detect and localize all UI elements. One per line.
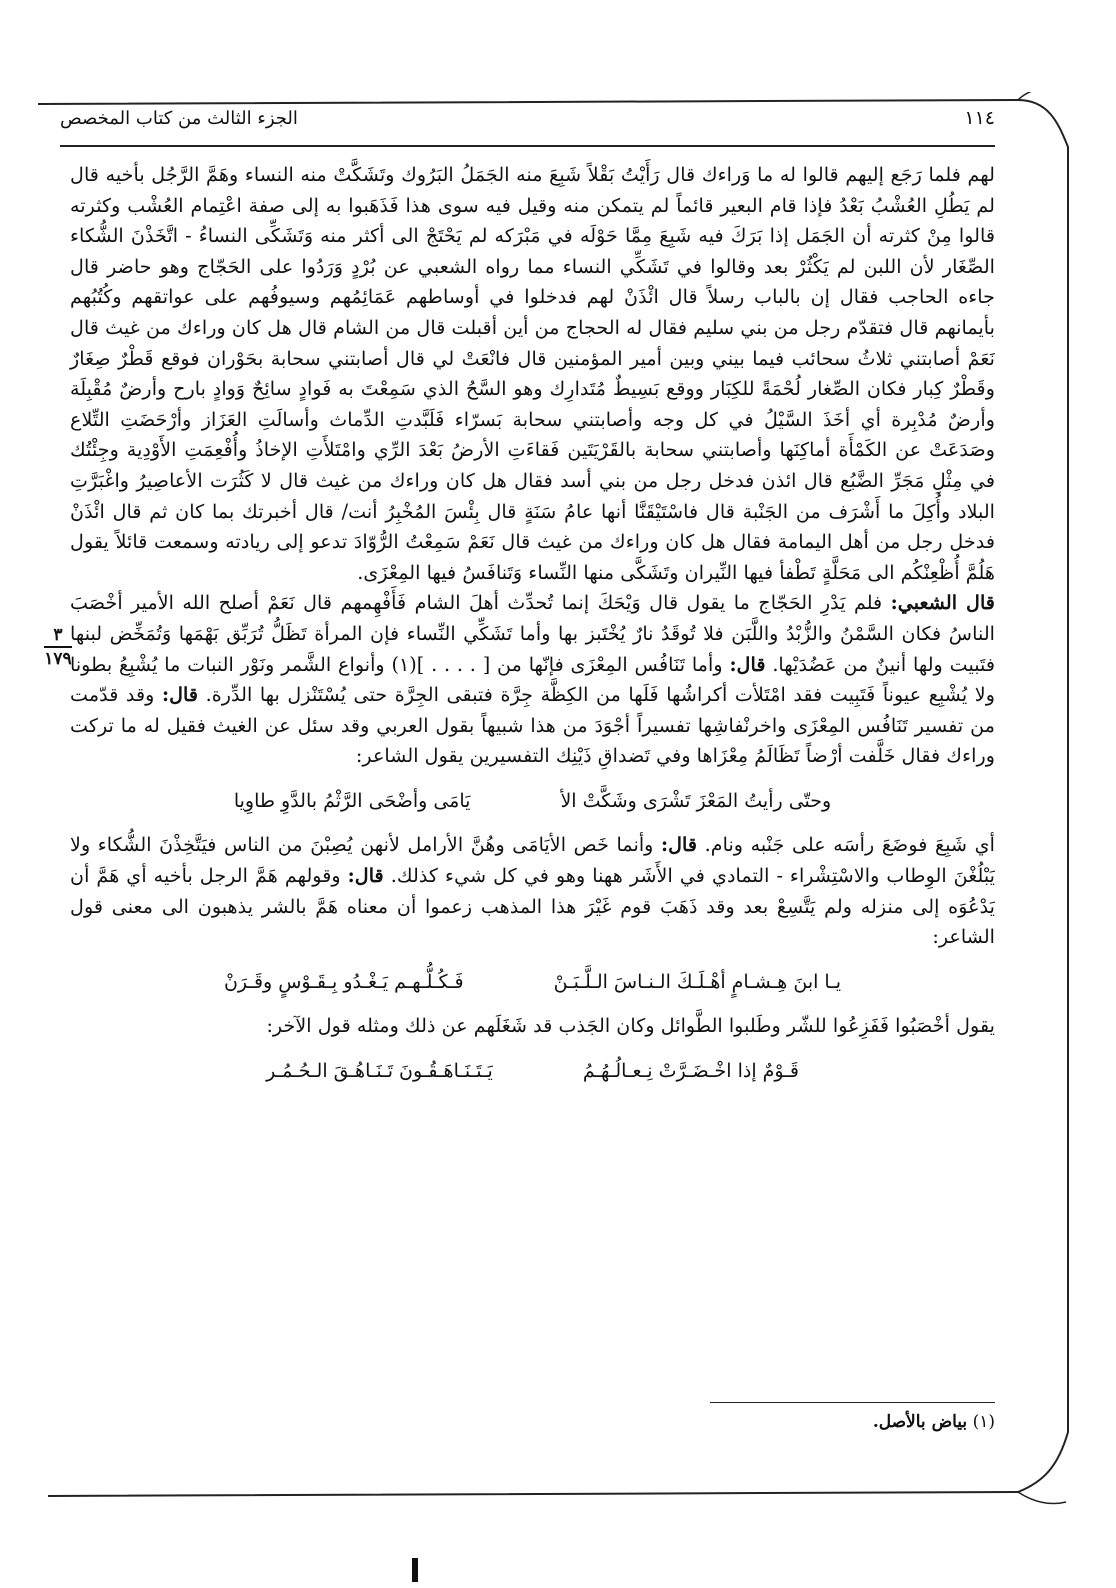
footnote-number: (١): [972, 1412, 995, 1432]
footnote: [600, 1412, 995, 1432]
qala-label: قال:: [729, 652, 766, 676]
margin-ref-bottom: ١٧٩: [44, 649, 72, 669]
verse-3-first-hemistich: قَـوْمٌ إذا اخْـضَـرَّتْ نِـعـالُـهُـمُ: [582, 1060, 799, 1083]
paragraph-3-c: وقولهم هَمَّ الرجل بأخيه أي هَمَّ أن يَدْعُوَه إلى منزله ولم يَتَّسِعْ بعد وقد ذَهَبَ قوم غَيْرَ هذا المذهب زعموا أن معناه هَمَّ بالشر يذهبون الى معنى قول الشاعر:: [70, 864, 995, 949]
verse-2-second-hemistich: فَـكُـلُّـهـم يَـغْـدُو بِـقَـوْسٍ وقَـرَنْ: [223, 970, 464, 993]
qala-label: قال:: [661, 833, 698, 857]
page-number: ١١٤: [964, 107, 995, 129]
verse-3-second-hemistich: يَـتَـنَـاهَـقُـونَ تَـنَـاهُـقَ الـحُـمُـر: [266, 1060, 493, 1083]
header-rule: [60, 145, 995, 147]
verse-1-first-hemistich: وحتّى رأيتُ المَعْزَ تَشْرَى وشَكَّتْ الأ: [560, 789, 832, 812]
paragraph-2: [70, 588, 995, 772]
paragraph-2-b: وأما تَنَافُس المِعْزَى فإنّها من [ . . . . ](١) وأنواع الشَّمر ونَوْر النبات ما يُشْبِعُ بطونا ولا يُشْبِع عيوناً فَتَبِيت فقد امْتَلأت أكراشُها فَلَها من الكِظَّة جِرَّة فتبقى الجِرَّة حتى يُسْتَنْزل بها الدِّرة.: [70, 652, 995, 707]
paragraph-1: لهم فلما رَجَع إليهم قالوا له ما وَراءك قال رَأَيْتُ بَقْلاً شَبِعَ منه الجَمَلُ البَرُوك وتَشَكَّتْ منه النساء وهَمَّ الرَّجُل بأخيه قال لم يَطُلِ العُشْبُ بَعْدُ فإذا قام البعير قائماً لم يتمكن منه وقيل فيه سوى هذا فَذَهَبوا به إلى صفة اعْتِمام العُشْب وكثرته قالوا مِنْ كثرته أن الجَمَل إذا بَرَكَ فيه شَبِعَ مِمَّا حَوْلَه في مَبْرَكه لم يَحْتَجْ الى أكثر منه وَتَشَكِّى النساءُ - اتَّخَذْنَ الشُّكاء الصِّغَار لأن اللبن لم يَكْثُرْ بعد وقالوا في تَشَكِّي النساء مما رواه الشعبي عن بُرْدٍ وَرَدُوا على الحَجّاج وهو حاضر قال جاءه الحاجب فقال إن بالباب رسلاً قال ائْذَنْ لهم فدخلوا في أوساطهم عَمَائِمُهم وسيوفُهم على عواتقهم وكُتُبُهم بأيمانهم قال فتقدّم رجل من بني سليم فقال له الحجاج من أين أقبلت قال من الشام قال هل كان وراءك من غيث قال نَعَمْ أصابتني ثلاثُ سحائب فيما بيني وبين أمير المؤمنين قال فانْعَتْ لي قال أصابتني سحابة بحَوْران فوقع قَطْرٌ صِغَارٌ وقَطْرٌ كِبار فكان الصِّغار لُحْمَةً للكِبَار ووقع بَسِيطٌ مُتَدارِك وهو السَّحُ الذي سَمِعْتَ به فَوادٍ سائِحٌ وَوادٍ بارح وأرضٌ مُقْبِلَة وأرضٌ مُدْبِرة أي أخَذَ السَّيْلُ في كل وجه وأصابتني سحابة بَسرّاء فَلَبَّدتِ الدِّماث وأسالَتِ العَزَاز وأرْحَضَتِ التِّلاع وصَدَعَتْ عن الكَمْأَة أماكِنَها وأصابتني سحابة بالقَرْيَتَين فَقاءَتِ الأرضُ بَعْدَ الرِّي وامْتَلأَتِ الإخاذُ وأُفْعِمَتِ الأَوْدِية وجِئْتُك في مِثْلِ مَجَرِّ الضَّبُع قال ائذن فدخل رجل من بني أسد فقال هل كان وراءك من غيث قال لا كَثُرَت الأعاصِيرُ واغْبَرَّتِ البلاد وأُكِلَ ما أَشْرَف من الجَنْبة قال فاسْتَيْقَنَّا أنها عامُ سَنَةٍ قال بِئْسَ المُخْبِرُ أنت/ قال أخبرتك بما كان ثم قال ائْذَنْ فدخل رجل من أهل اليمامة فقال هل كان وراءك من غيث قال نَعَمْ سَمِعْتُ الرُّوّادَ تدعو إلى ريادته وسمعت قائلاً يقول هَلُمَّ أُظْعِنْكُم الى مَحَلَّةٍ تَطْفأ فيها النِّيران وتَشَكَّى منها النِّساء وَتَنافَسُ فيها المِعْزَى.: [70, 163, 995, 584]
main-text: [70, 160, 995, 1101]
paragraph-2-a: فلم يَدْرِ الحَجّاج ما يقول قال وَيْحَكَ إنما تُحدِّث أهلَ الشام فَأَفْهِمهم قال نَعَمْ أصلح الله الأمير أخْصَبَ الناسُ فكان السَّمْنُ والزُّبْدُ واللَّبَن فلا تُوقَدُ نارٌ يُخْتَبز بها وأما تَشَكِّي النِّساء فإن المرأة تَظَلُّ تُرَبِّق بَهْمَها وَتُمَخِّض لبنها فتَبيت ولها أنينٌ من عَضُدَيْها.: [70, 591, 995, 676]
verse-2: [70, 967, 995, 998]
paragraph-3-a: أي شَبِعَ فوضَعَ رأسَه على جَنْبه ونام.: [704, 833, 995, 857]
footnote-rule: [710, 1402, 995, 1403]
margin-reference: [44, 626, 72, 668]
qala-label: قال:: [162, 683, 199, 707]
verse-3: [70, 1056, 995, 1087]
paragraph-4: يقول أخْصَبُوا فَفَزِعُوا للشّر وطَلبوا الطَّوائل وكان الجَذب قد شَغَلَهم عن ذلك ومثله قول الآخر:: [266, 1014, 995, 1038]
footnote-text: بياض بالأصل.: [872, 1412, 968, 1432]
margin-ref-top: ٣: [53, 625, 63, 645]
verse-1-second-hemistich: يَامَى وأضْحَى الرَّثْمُ بالدَّوِ طاوِيا: [233, 789, 471, 812]
paragraph-2-c: وقد قدّمت من تفسير تَنَافُس المِعْزَى واخرنْفاشِها تفسيراً أجْوَدَ من هذا شبيهاً بقول العربي وقد سئل عن الغيث فقيل له ما تركت وراءك فقال خَلَّفت أرْضاً تَظَالَمُ مِعْزَاها وفي تَضداقِ ذَيْنِك التفسيرين يقول الشاعر:: [70, 683, 995, 768]
paragraph-3-b: وأنما خَص الأيَامَى وهُنَّ الأرامل لأنهن يُصِبْنَ من الناس فيَتَّخِذْنَ الشُّكاء ولا يَبْلُغْنَ الوِطاب والاسْتِشْراء - التمادي في الأَشَر ههنا وهو في كل شيء كذلك.: [70, 833, 996, 888]
paragraph-3: [70, 830, 995, 952]
scan-mark: [412, 1558, 418, 1582]
margin-ref-line: [44, 646, 72, 648]
running-title: الجزء الثالث من كتاب المخصص: [60, 107, 298, 129]
speaker-label: قال الشعبي:: [890, 591, 995, 615]
qala-label: قال:: [347, 864, 384, 888]
running-header: [60, 98, 995, 138]
verse-2-first-hemistich: يـا ابنَ هِـشـامٍ أهْـلَـكَ الـنـاسَ الـلَّـبَـنْ: [553, 970, 842, 993]
verse-1: [70, 786, 995, 817]
